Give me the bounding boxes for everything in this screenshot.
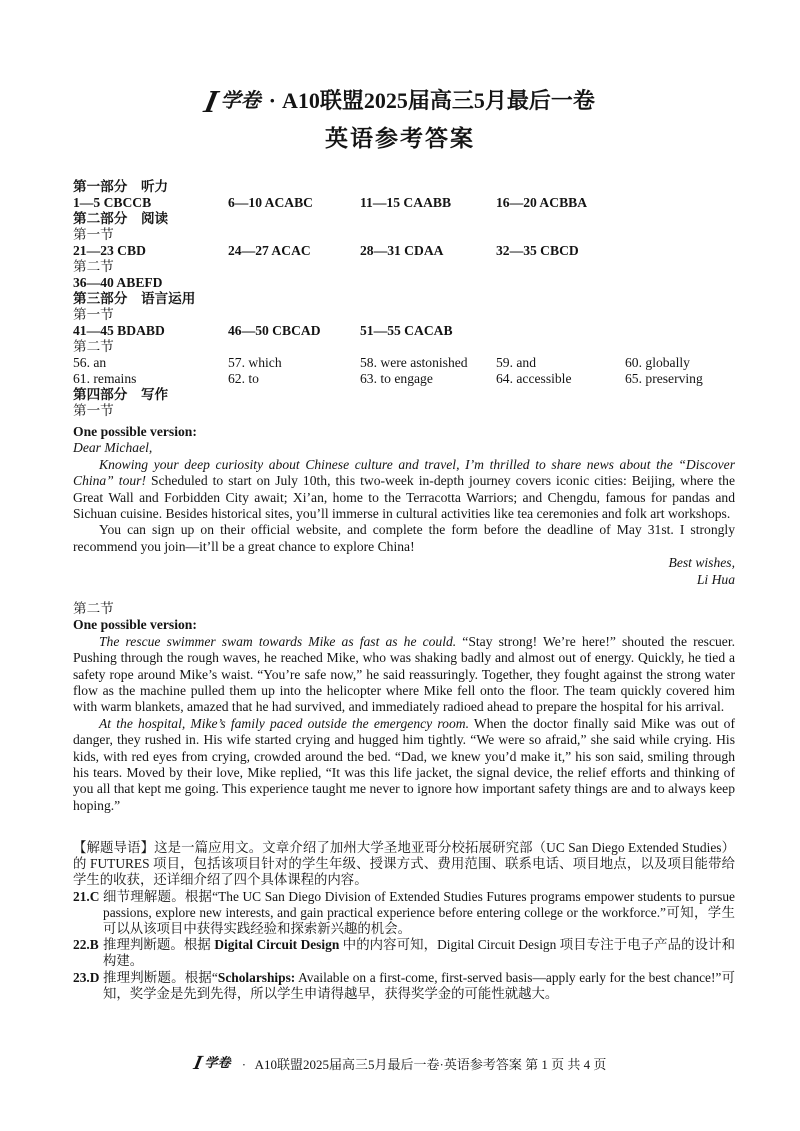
- answer-cell: 24—27 ACAC: [228, 243, 311, 258]
- answer-row: [73, 195, 733, 211]
- letter-signature: Li Hua: [696, 571, 735, 587]
- section-heading: 第二节: [73, 339, 114, 354]
- logo-text: 学卷: [220, 90, 261, 112]
- story-paragraph: [73, 716, 735, 814]
- section-heading: 第一节: [73, 307, 114, 322]
- answer-cell: 21—23 CBD: [73, 243, 146, 258]
- part-heading: 第二部分 阅读: [73, 211, 169, 226]
- document-subtitle: 英语参考答案: [325, 126, 475, 151]
- answer-row: [73, 243, 733, 259]
- section-heading: 第二节: [73, 601, 114, 616]
- brand-logo: [201, 83, 261, 119]
- answer-row: [73, 355, 733, 371]
- answer-row: [73, 323, 733, 339]
- answer-cell: 65. preserving: [625, 371, 703, 386]
- footer-logo: [191, 1052, 231, 1074]
- answer-cell: 63. to engage: [360, 371, 433, 386]
- writing-section-1: [73, 424, 735, 588]
- logo-text: 学卷: [204, 1055, 231, 1070]
- letter-paragraph: [73, 457, 735, 523]
- section-heading: 第一节: [73, 227, 114, 242]
- answer-cell: 11—15 CAABB: [360, 195, 452, 210]
- answer-cell: 1—5 CBCCB: [73, 195, 152, 210]
- explanation-item: [73, 889, 735, 938]
- explanation-item: [73, 970, 735, 1002]
- letter-paragraph: You can sign up on their official website, and complete the form before the deadline of May 31st. I strongly recommend you join—it’ll be a great chance to explore China!: [73, 522, 735, 554]
- italic-lead: At the hospital, Mike’s family paced outside the emergency room.: [99, 715, 469, 731]
- part-heading: 第四部分 写作: [73, 387, 169, 402]
- answer-row: 36—40 ABEFD: [73, 275, 163, 290]
- answer-cell: 64. accessible: [496, 371, 572, 386]
- page-footer: I 学卷 · A10联盟2025届高三5月最后一卷·英语参考答案 第 1 页 共 4 页: [191, 1052, 607, 1074]
- footer-text: A10联盟2025届高三5月最后一卷·英语参考答案 第 1 页 共 4 页: [254, 1057, 607, 1072]
- exam-title: I 学卷 · A10联盟2025届高三5月最后一卷: [201, 83, 595, 119]
- answer-cell: 59. and: [496, 355, 537, 370]
- answer-key: [73, 179, 733, 419]
- item-number: 21.C: [73, 888, 100, 904]
- item-text: 推理判断题。根据“Scholarships: Available on a first-come, first-served basis—apply early for the best chance!”可知，奖学金是先到先得，所以学生申请得越早，获得奖学金的可能性就越大。: [103, 969, 735, 1001]
- logo-mark: I: [201, 83, 222, 119]
- writing-section-2: [73, 601, 735, 814]
- version-label: One possible version:: [73, 617, 197, 633]
- italic-lead: Knowing your deep curiosity about Chinese culture and travel, I’m thrilled to share news about the “Discover China” tour!: [73, 456, 735, 489]
- answer-cell: 60. globally: [625, 355, 690, 370]
- letter-closing: Best wishes,: [668, 555, 735, 571]
- answer-row: [73, 371, 733, 387]
- exam-title-text: A10联盟2025届高三5月最后一卷: [281, 88, 595, 113]
- item-text: 推理判断题。根据 Digital Circuit Design 中的内容可知，Digital Circuit Design 项目专注于电子产品的设计和构建。: [103, 937, 735, 969]
- paragraph-text: Scheduled to start on July 10th, this two-week in-depth journey covers iconic cities: Beijing, where the Great Wall and Forbidden City await; Xi’an, home to the Terracotta Warriors; and Chengdu, famous for pandas and Sichuan cuisine. Besides historical sites, you’ll immerse in cultural activities like tea ceremonies and folk art workshops.: [73, 473, 735, 522]
- answer-cell: 28—31 CDAA: [360, 243, 444, 258]
- answer-cell: 51—55 CACAB: [360, 323, 453, 338]
- explanation-item: [73, 937, 735, 969]
- answer-cell: 61. remains: [73, 371, 137, 386]
- answer-cell: 6—10 ACABC: [228, 195, 313, 210]
- story-paragraph: [73, 634, 735, 716]
- answer-cell: 57. which: [228, 355, 282, 370]
- answer-cell: 32—35 CBCD: [496, 243, 579, 258]
- answer-cell: 46—50 CBCAD: [228, 323, 321, 338]
- explanation-section: [73, 840, 735, 1002]
- answer-cell: 16—20 ACBBA: [496, 195, 588, 210]
- item-text: 细节理解题。根据“The UC San Diego Division of Extended Studies Futures programs empower students to pursue passions, explore new interests, and gain practical experience before entering college or the workforce.”可知，学生可以从该项目中获得实践经验和探索新兴趣的机会。: [103, 888, 735, 937]
- logo-mark: I: [191, 1052, 204, 1074]
- part-heading: 第三部分 语言运用: [73, 291, 196, 306]
- item-number: 22.B: [73, 937, 99, 953]
- answer-cell: 58. were astonished: [360, 355, 468, 370]
- answer-cell: 56. an: [73, 355, 107, 370]
- item-number: 23.D: [73, 969, 100, 985]
- italic-lead: The rescue swimmer swam towards Mike as fast as he could.: [99, 633, 457, 649]
- answer-cell: 41—45 BDABD: [73, 323, 165, 338]
- guide-paragraph: 【解题导语】这是一篇应用文。文章介绍了加州大学圣地亚哥分校拓展研究部（UC San Diego Extended Studies）的 FUTURES 项目，包括该项目针对的学生年级、授课方式、费用范围、联系电话、项目地点，以及项目能带给学生的收获，还详细介绍了四个具体课程的内容。: [73, 840, 735, 888]
- answer-cell: 62. to: [228, 371, 259, 386]
- letter-greeting: Dear Michael,: [73, 440, 153, 456]
- paragraph-text: “Stay strong! We’re here!” shouted the rescuer. Pushing through the rough waves, he reached Mike, who was shaking badly and almost out of energy. Quickly, he tied a safety rope around Mike’s waist. “You’re safe now,” he said reassuringly. Together, they fought against the strong water flow as the machine pulled them up into the helicopter where Mike fell onto the floor. The team quickly covered him with warm blankets, amazed that he had survived, and immediately radioed ahead to prepare the hospital for his arrival.: [73, 633, 735, 715]
- section-heading: 第二节: [73, 259, 114, 274]
- document-header: [0, 83, 800, 155]
- version-label: One possible version:: [73, 424, 197, 439]
- section-heading: 第一节: [73, 403, 114, 418]
- paragraph-text: When the doctor finally said Mike was out of danger, they rushed in. His wife started crying and hugged him tightly. “We were so afraid,” she said while crying. His kids, with red eyes from crying, crowded around the bed. “Dad, we knew you’d make it,” his son said, smiling through his tears. Moved by their love, Mike replied, “It was this life jacket, the signal device, the relief efforts and thinking of you all that kept me going. This experience taught me never to ignore how important safety things are and to always keep hoping.”: [73, 715, 735, 813]
- part-heading: 第一部分 听力: [73, 179, 169, 194]
